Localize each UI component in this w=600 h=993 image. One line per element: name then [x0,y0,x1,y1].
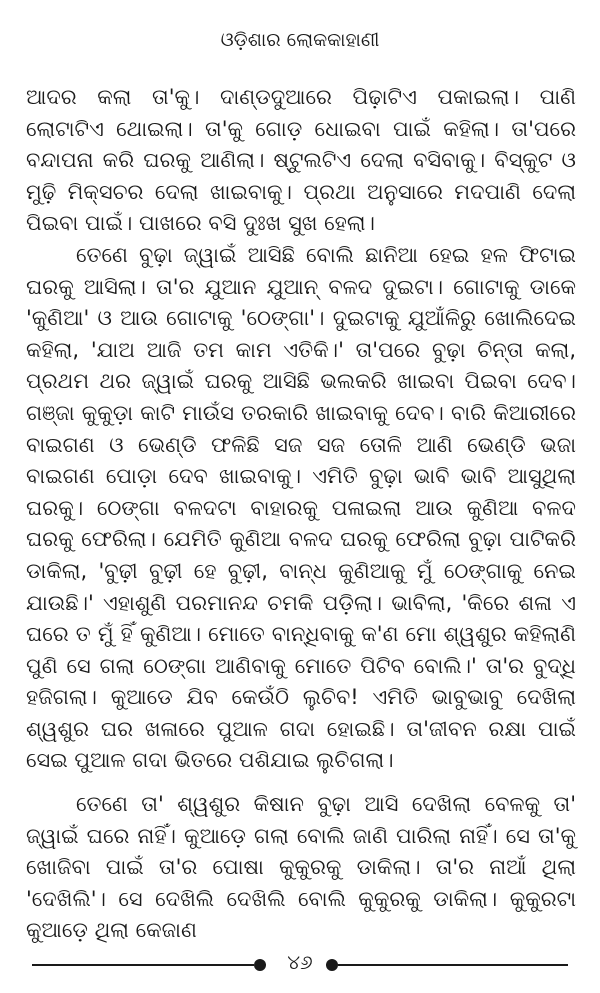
paragraph-1: ଆଦର କଲା ତା'କୁ। ଦାଣ୍ଡଦୁଆରେ ପିଢ଼ାଟିଏ ପକାଇଲା। ପାଣି ଲୋଟାଟିଏ ଥୋଇଲା। ତା'କୁ ଗୋଡ଼ ଧୋଇବା ପାଇଁ କହିଲା। ତା'ପରେ ବନ୍ଦାପନା କରି ଘରକୁ ଆଣିଲା। ଷ୍ଟୁଲଟିଏ ଦେଲା ବସିବାକୁ। ବିସ୍କୁଟ ଓ ମୁଢ଼ି ମିକ୍ସଚର ଦେଲା ଖାଇବାକୁ। ପ୍ରଥା ଅନୁସାରେ ମଦପାଣି ଦେଲା ପିଇବା ପାଇଁ। ପାଖରେ ବସି ଦୁଃଖ ସୁଖ ହେଲା। [26,85,576,236]
page-footer [32,950,568,975]
footer-dot-right [326,959,338,971]
paragraph-3: ତେଣେ ତା' ଶ୍ୱଶୁର କିଷାନ ବୁଢ଼ା ଆସି ଦେଖିଲା ବେଳକୁ ତା' ଜ୍ୱାଇଁ ଘରେ ନାହିଁ। କୁଆଡ଼େ ଗଲା ବୋଲି ଜାଣି ପାରିଲା ନାହିଁ। ସେ ତା'କୁ ଖୋଜିବା ପାଇଁ ତା'ର ପୋଷା କୁକୁରକୁ ଡାକିଲା। ତା'ର ନାଆଁ ଥିଲା 'ଦେଖିଲି'। ସେ ଦେଖିଲି ଦେଖିଲି ବୋଲି କୁକୁରକୁ ଡାକିଲା। କୁକୁରଟା କୁଆଡ଼େ ଥିଲା କେଜାଣ [26,792,576,943]
running-header: ଓଡ଼ିଶାର ଲୋକକାହାଣୀ [220,29,380,51]
body-text [26,82,576,947]
page-number: ୪୬ [287,950,313,974]
paragraph-2: ତେଣେ ବୁଢ଼ା ଜ୍ୱାଇଁ ଆସିଛି ବୋଲି ଛାନିଆ ହେଇ ହଳ ଫିଟାଇ ଘରକୁ ଆସିଲା। ତା'ର ଯୁଆନ ଯୁଆନ୍ ବଳଦ ଦୁଇଟା। ଗୋଟାକୁ ଡାକେ 'କୁଣିଆ' ଓ ଆଉ ଗୋଟାକୁ 'ଠେଙ୍ଗା'। ଦୁଇଟାକୁ ଯୁଆଁଳିରୁ ଖୋଲିଦେଇ କହିଲା, 'ଯାଅ ଆଜି ତମ କାମ ଏତିକି।' ତା'ପରେ ବୁଢ଼ା ଚିନ୍ତା କଲା, ପ୍ରଥମ ଥର ଜ୍ୱାଇଁ ଘରକୁ ଆସିଛି ଭଲକରି ଖାଇବା ପିଇବା ଦେବ। ଗଞ୍ଜା କୁକୁଡ଼ା କାଟି ମାଉଁସ ତରକାରି ଖାଇବାକୁ ଦେବ। ବାରି କିଆରୀରେ ବାଇଗଣ ଓ ଭେଣ୍ଡି ଫଳିଛି ସଜ ସଜ ତୋଳି ଆଣି ଭେଣ୍ଡି ଭଜା ବାଇଗଣ ପୋଡ଼ା ଦେବ ଖାଇବାକୁ। ଏମିତି ବୁଢ଼ା ଭାବି ଭାବି ଆସୁଥିଲା ଘରକୁ। ଠେଙ୍ଗା ବଳଦଟା ବାହାରକୁ ପଳାଇଲା ଆଉ କୁଣିଆ ବଳଦ ଘରକୁ ଫେରିଲା। ଯେମିତି କୁଣିଆ ବଳଦ ଘରକୁ ଫେରିଲା ବୁଢ଼ା ପାଟିକରି ଡାକିଲା, 'ବୁଢ଼ୀ ବୁଢ଼ୀ ହେ ବୁଢ଼ୀ, ବାନ୍ଧ କୁଣିଆକୁ ମୁଁ ଠେଙ୍ଗାକୁ ନେଇ ଯାଉଛି।' ଏହାଶୁଣି ପରମାନନ୍ଦ ଚମକି ପଡ଼ିଲା। ଭାବିଲା, 'କିରେ ଶଳା ଏ ଘରେ ତ ମୁଁ ହିଁ କୁଣିଆ। ମୋତେ ବାନ୍ଧିବାକୁ କ'ଣ ମୋ ଶ୍ୱଶୁର କହିଲାଣି ପୁଣି ସେ ଗଲା ଠେଙ୍ଗା ଆଣିବାକୁ ମୋତେ ପିଟିବ ବୋଲି।' ତା'ର ବୁଦ୍ଧି ହଜିଗଲା। କୁଆଡେ ଯିବ କେଉଁଠି ଲୁଚିବ! ଏମିତି ଭାବୁଭାବୁ ଦେଖିଲା ଶ୍ୱଶୁର ଘର ଖଳାରେ ପୁଆଳ ଗଦା ହୋଇଛି। ତା'ଜୀବନ ରକ୍ଷା ପାଇଁ ସେଇ ପୁଆଳ ଗଦା ଭିତରେ ପଶିଯାଇ ଲୁଚିଗଲା। [26,242,576,773]
footer-rule-right [338,964,568,966]
